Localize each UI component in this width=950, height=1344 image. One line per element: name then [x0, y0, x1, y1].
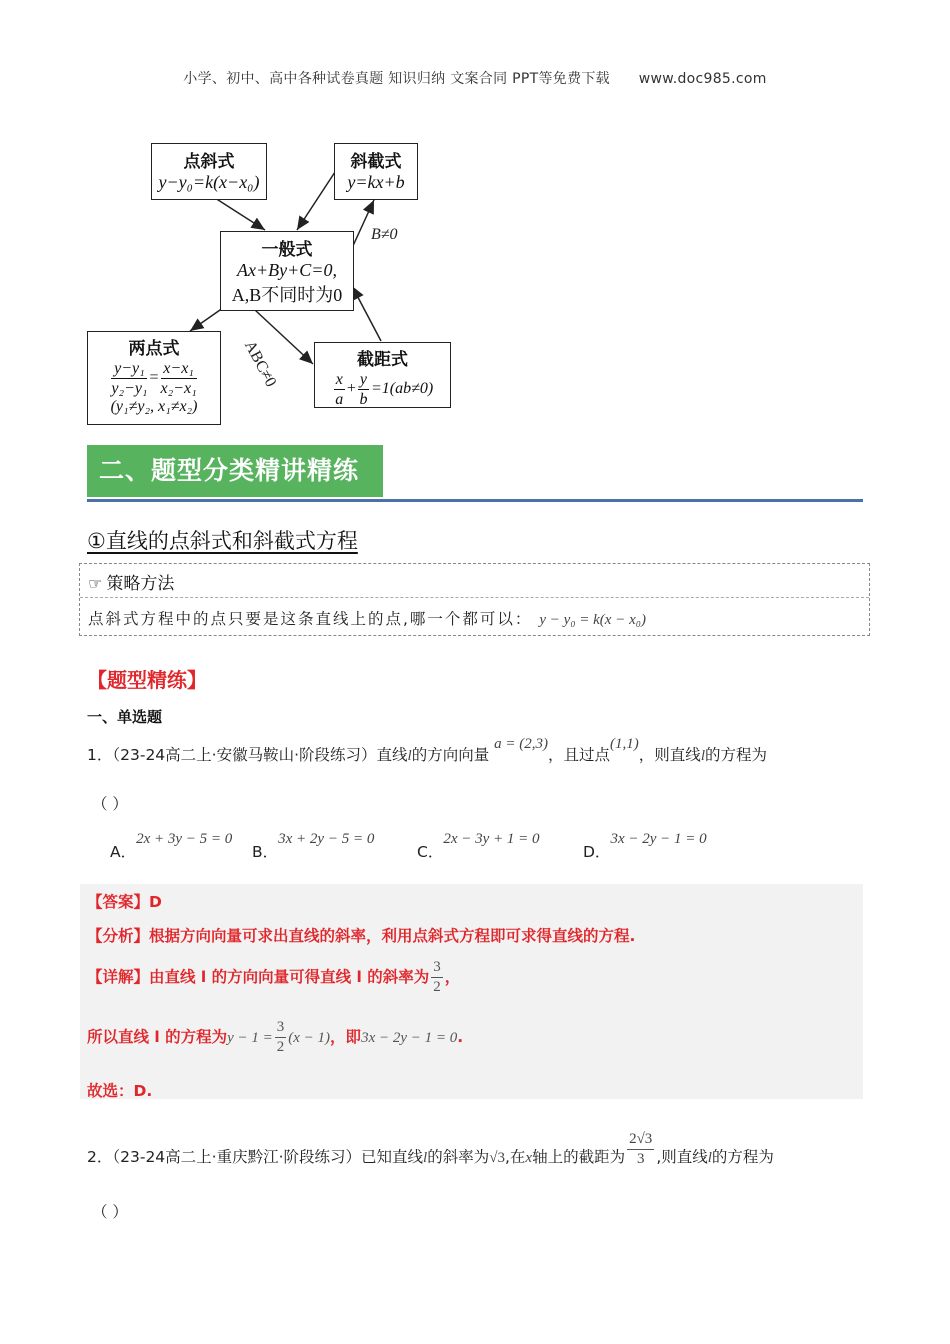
two-point-condition: (y₁≠y₂, x₁≠x₂)	[110, 398, 198, 415]
arrow-slope-intercept-to-general	[297, 172, 335, 230]
detail-fraction: $\frac{3}{2}$	[433, 959, 441, 995]
q1-option-b[interactable]: B．3x + 2y − 5 = 0	[252, 831, 375, 861]
intercept-frac-y: $\frac{y}{b}$	[359, 371, 368, 408]
box-intercept: 截距式 $\frac{x}{a}$ + $\frac{y}{b}$ =1(ab≠0)	[314, 342, 451, 408]
solution-answer: 【答案】D	[87, 893, 162, 911]
general-title: 一般式	[261, 240, 313, 260]
strategy-title-row	[88, 569, 174, 594]
two-point-frac-x: $\frac{\text{x−x₁}}{\text{x₂−x₁}}$	[160, 360, 197, 397]
strategy-body: 点斜式方程中的点只要是这条直线上的点,哪一个都可以： y − y₀ = k(x − x₀)	[88, 610, 646, 628]
q2-intercept-fraction: $\frac{2√3}{3}$	[629, 1131, 653, 1167]
q1-vector: a = (2,3)	[494, 736, 549, 752]
equation-fraction: $\frac{3}{2}$	[276, 1019, 285, 1055]
two-point-frac-y: $\frac{\text{y−y₁}}{\text{y₂−y₁}}$	[111, 360, 148, 397]
q1-point: (1,1)	[610, 736, 639, 752]
practice-heading: 【题型精练】	[87, 668, 207, 692]
q2-slope: √3	[489, 1150, 505, 1166]
slope-intercept-title: 斜截式	[350, 152, 402, 172]
q1-option-c[interactable]: C．2x − 3y + 1 = 0	[417, 831, 540, 861]
strategy-divider	[80, 597, 869, 598]
box-slope-intercept	[334, 143, 418, 200]
solution-conclusion: 故选：D.	[87, 1082, 153, 1100]
single-choice-heading: 一、单选题	[87, 708, 163, 726]
label-abc-neq-0: ABC≠0	[240, 338, 280, 390]
label-b-neq-0: B≠0	[371, 226, 398, 243]
q1-option-a[interactable]: A．2x + 3y − 5 = 0	[110, 831, 233, 861]
general-formula-line1: Ax+By+C=0,	[237, 260, 337, 280]
strategy-title: 策略方法	[106, 574, 175, 594]
q1-paren: （ ）	[92, 795, 128, 813]
box-general	[220, 231, 354, 311]
point-slope-formula: y−y₀=k(x−x₀)	[158, 172, 260, 192]
pointing-hand-icon: ☞	[88, 574, 103, 593]
point-slope-title: 点斜式	[183, 152, 235, 172]
intercept-frac-x: $\frac{x}{a}$	[335, 371, 344, 408]
solution-equation: 所以直线 l 的方程为y − 1 = $\frac{3}{2}$ (x − 1)，即3x − 2y − 1 = 0.	[87, 1019, 464, 1055]
header-text: 小学、初中、高中各种试卷真题 知识归纳 文案合同 PPT等免费下载	[183, 71, 610, 87]
slope-intercept-formula: y=kx+b	[347, 172, 405, 192]
solution-detail: 【详解】由直线 l 的方向向量可得直线 l 的斜率为 $\frac{3}{2}$ ，	[87, 959, 461, 995]
strategy-box	[79, 563, 870, 636]
topic-title: ①直线的点斜式和斜截式方程	[87, 529, 358, 553]
q1-option-d[interactable]: D．3x − 2y − 1 = 0	[583, 831, 707, 861]
q2-paren: （ ）	[92, 1203, 128, 1221]
section-banner: 二、题型分类精讲精练	[87, 445, 383, 497]
intercept-title: 截距式	[357, 350, 408, 370]
box-point-slope	[151, 143, 267, 200]
question-2: 2．（23-24高二上·重庆黔江·阶段练习）已知直线l的斜率为√3,在x轴上的截距为 $\frac{2√3}{3}$ ,则直线l的方程为	[87, 1131, 774, 1167]
solution-analysis: 【分析】根据方向向量可求出直线的斜率，利用点斜式方程即可求得直线的方程.	[87, 927, 636, 945]
box-two-point: 两点式 $\frac{\text{y−y₁}}{\text{y₂−y₁}}$ = $\frac{\text{x−x₁}}{\text{x₂−x₁}}$ (y₁≠y₂, x₁≠x₂)	[87, 331, 221, 425]
strategy-formula: y − y₀ = k(x − x₀)	[539, 612, 646, 628]
general-formula-line2: A,B不同时为0	[231, 285, 343, 305]
header-url[interactable]: www.doc985.com	[638, 71, 767, 87]
arrow-intercept-to-general	[352, 286, 381, 341]
section-divider	[87, 499, 863, 502]
arrow-point-slope-to-general	[215, 198, 265, 230]
question-1: 1．（23-24高二上·安徽马鞍山·阶段练习）直线l的方向向量 a = (2,3)，且过点(1,1)，则直线l的方程为	[87, 736, 767, 764]
two-point-title: 两点式	[128, 339, 180, 359]
